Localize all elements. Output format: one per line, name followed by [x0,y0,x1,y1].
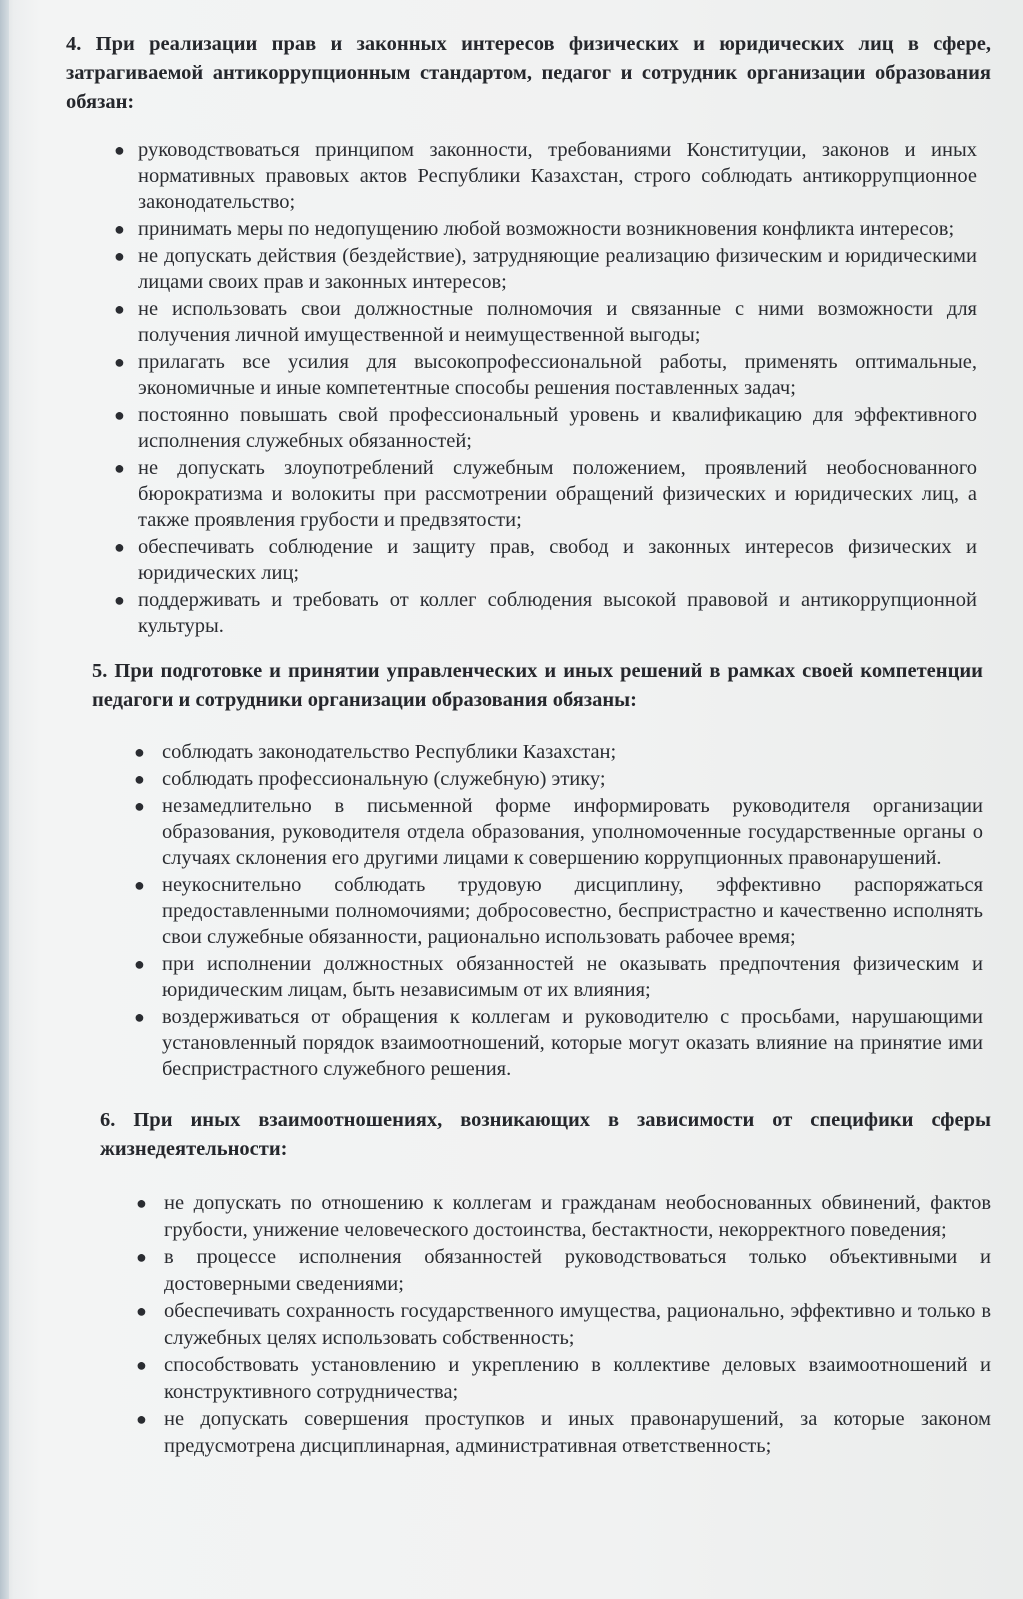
list-item: ● воздерживаться от обращения к коллегам и руководителю с просьбами, нарушающими установленный порядок взаимоотношений, которые могут оказать влияние на принятие ими беспристрастного служебного решения. [134,1006,983,1080]
list-item: ● неукоснительно соблюдать трудовую дисциплину, эффективно распоряжаться предоставленными полномочиями; добросовестно, беспристрастно и качественно исполнять свои служебные обязанности, рационально использовать рабочее время; [134,874,983,948]
list-item: ● соблюдать профессиональную (служебную) этику; [134,768,606,790]
section-6-list [136,1190,991,1459]
list-item: ● поддерживать и требовать от коллег соблюдения высокой правовой и антикоррупционной культуры. [114,589,977,637]
bullet-icon: ● [114,299,125,319]
list-item: ● не допускать совершения проступков и иных правонарушений, за которые законом предусмотрена дисциплинарная, административная ответственность; [136,1408,991,1457]
bullet-icon: ● [136,1193,147,1213]
section-5 [92,657,983,1082]
bullet-icon: ● [136,1409,147,1429]
bullet-icon: ● [134,796,145,816]
bullet-icon: ● [114,405,125,425]
bullet-icon: ● [114,219,125,239]
bullet-icon: ● [134,954,145,974]
section-5-heading: 5. При подготовке и принятии управленческих и иных решений в рамках своей компетенции педагоги и сотрудники организации образования обязаны: [92,660,983,711]
bullet-icon: ● [114,352,125,372]
bullet-icon: ● [134,742,145,762]
list-item: ● обеспечивать соблюдение и защиту прав, свобод и законных интересов физических и юридических лиц; [114,536,977,584]
bullet-icon: ● [114,590,125,610]
bullet-icon: ● [134,769,145,789]
list-item: ● прилагать все усилия для высокопрофессиональной работы, применять оптимальные, экономичные и иные компетентные способы решения поставленных задач; [114,351,977,399]
bullet-icon: ● [114,246,125,266]
list-item: ● незамедлительно в письменной форме информировать руководителя организации образования, руководителя отдела образования, уполномоченные государственные органы о случаях склонения его другими лицами к совершению коррупционных правонарушений. [134,795,983,869]
section-4-list [114,137,977,639]
list-item: ● в процессе исполнения обязанностей руководствоваться только объективными и достоверными сведениями; [136,1246,991,1295]
list-item: ● не допускать злоупотреблений служебным положением, проявлений необоснованного бюрократизма и волокиты при рассмотрении обращений физических и юридических лиц, а также проявления грубости и предвзятости; [114,457,977,531]
section-4-heading: 4. При реализации прав и законных интересов физических и юридических лиц в сфере, затрагиваемой антикоррупционным стандартом, педагог и сотрудник организации образования обязан: [66,33,991,113]
bullet-icon: ● [114,537,125,557]
section-5-list [134,739,983,1082]
section-6 [100,1106,991,1459]
bullet-icon: ● [114,140,125,160]
bullet-icon: ● [136,1247,147,1267]
section-6-heading: 6. При иных взаимоотношениях, возникающих в зависимости от специфики сферы жизнедеятельности: [100,1109,991,1160]
document-page [66,30,991,1460]
list-item: ● не использовать свои должностные полномочия и связанные с ними возможности для получения личной имущественной и неимущественной выгоды; [114,298,977,346]
bullet-icon: ● [134,1007,145,1027]
list-item: ● постоянно повышать свой профессиональный уровень и квалификацию для эффективного исполнения служебных обязанностей; [114,404,977,452]
list-item: ● принимать меры по недопущению любой возможности возникновения конфликта интересов; [114,218,955,240]
list-item: ● при исполнении должностных обязанностей не оказывать предпочтения физическим и юридическим лицам, быть независимым от их влияния; [134,953,983,1001]
list-item: ● обеспечивать сохранность государственного имущества, рационально, эффективно и только в служебных целях использовать собственность; [136,1300,991,1349]
bullet-icon: ● [136,1355,147,1375]
list-item: ● соблюдать законодательство Республики Казахстан; [134,741,617,763]
bullet-icon: ● [136,1301,147,1321]
page-edge [0,0,9,1599]
bullet-icon: ● [114,458,125,478]
list-item: ● не допускать по отношению к коллегам и гражданам необоснованных обвинений, фактов грубости, унижение человеческого достоинства, бестактности, некорректного поведения; [136,1192,991,1241]
section-4 [66,30,991,639]
list-item: ● не допускать действия (бездействие), затрудняющие реализацию физическим и юридическими лицами своих прав и законных интересов; [114,245,977,293]
list-item: ● способствовать установлению и укреплению в коллективе деловых взаимоотношений и конструктивного сотрудничества; [136,1354,991,1403]
list-item: ● руководствоваться принципом законности, требованиями Конституции, законов и иных нормативных правовых актов Республики Казахстан, строго соблюдать антикоррупционное законодательство; [114,139,977,213]
bullet-icon: ● [134,875,145,895]
